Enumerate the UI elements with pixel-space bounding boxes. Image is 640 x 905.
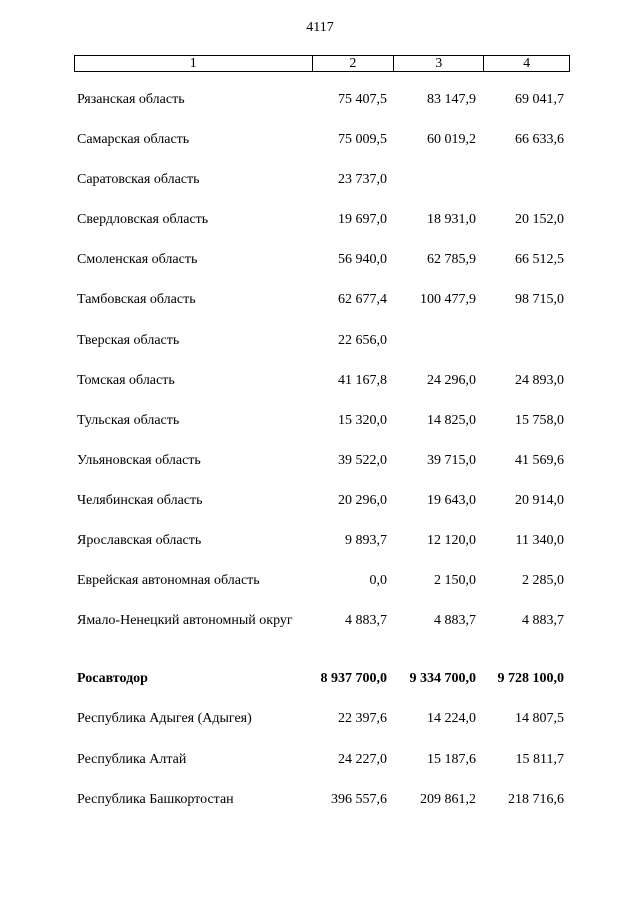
row-name: Томская область [77, 373, 175, 388]
row-value-col2: 24 227,0 [338, 752, 387, 767]
row-value-col4: 41 569,6 [515, 453, 564, 468]
row-value-col3: 4 883,7 [434, 613, 476, 628]
row-name: Ямало-Ненецкий автономный округ [77, 613, 293, 628]
row-name: Республика Башкортостан [77, 792, 234, 807]
row-value-col3: 12 120,0 [427, 533, 476, 548]
row-value-col3: 15 187,6 [427, 752, 476, 767]
row-name: Челябинская область [77, 493, 203, 508]
row-value-col3: 39 715,0 [427, 453, 476, 468]
row-value-col2: 39 522,0 [338, 453, 387, 468]
row-value-col4: 66 633,6 [515, 132, 564, 147]
row-value-col3: 209 861,2 [420, 792, 476, 807]
row-name: Свердловская область [77, 212, 209, 227]
row-value-col2: 9 893,7 [345, 533, 387, 548]
row-value-col3: 14 825,0 [427, 413, 476, 428]
row-value-col2: 4 883,7 [345, 613, 387, 628]
row-value-col4: 2 285,0 [522, 573, 564, 588]
row-value-col3: 24 296,0 [427, 373, 476, 388]
row-name: Саратовская область [77, 172, 200, 187]
row-value-col3: 19 643,0 [427, 493, 476, 508]
row-value-col2: 22 656,0 [338, 333, 387, 348]
column-header-1: 1 [75, 56, 313, 72]
row-value-col4: 14 807,5 [515, 711, 564, 726]
row-value-col2: 62 677,4 [338, 292, 387, 307]
row-value-col3: 60 019,2 [427, 132, 476, 147]
row-value-col3: 83 147,9 [427, 92, 476, 107]
row-value-col2: 396 557,6 [331, 792, 387, 807]
row-value-col2: 8 937 700,0 [320, 671, 387, 686]
row-value-col4: 20 152,0 [515, 212, 564, 227]
row-name: Рязанская область [77, 92, 185, 107]
row-value-col4: 69 041,7 [515, 92, 564, 107]
column-header-4: 4 [484, 56, 570, 72]
row-value-col4: 218 716,6 [508, 792, 564, 807]
row-value-col4: 98 715,0 [515, 292, 564, 307]
row-value-col4: 66 512,5 [515, 252, 564, 267]
row-name: Смоленская область [77, 252, 198, 267]
column-header-table [74, 55, 570, 72]
row-name: Самарская область [77, 132, 190, 147]
row-value-col2: 20 296,0 [338, 493, 387, 508]
row-value-col3: 62 785,9 [427, 252, 476, 267]
row-value-col3: 9 334 700,0 [409, 671, 476, 686]
row-value-col4: 11 340,0 [515, 533, 564, 548]
row-name: Тверская область [77, 333, 180, 348]
row-name: Республика Алтай [77, 752, 187, 767]
row-value-col4: 15 811,7 [515, 752, 564, 767]
row-name: Еврейская автономная область [77, 573, 260, 588]
row-value-col2: 56 940,0 [338, 252, 387, 267]
row-value-col4: 15 758,0 [515, 413, 564, 428]
column-header-3: 3 [394, 56, 484, 72]
row-name: Тамбовская область [77, 292, 196, 307]
row-value-col3: 2 150,0 [434, 573, 476, 588]
row-name: Ульяновская область [77, 453, 201, 468]
column-header-2: 2 [312, 56, 394, 72]
page-number: 4117 [306, 20, 334, 35]
row-value-col2: 0,0 [369, 573, 387, 588]
row-value-col2: 41 167,8 [338, 373, 387, 388]
row-value-col2: 75 407,5 [338, 92, 387, 107]
row-value-col2: 23 737,0 [338, 172, 387, 187]
row-value-col3: 14 224,0 [427, 711, 476, 726]
row-value-col2: 22 397,6 [338, 711, 387, 726]
row-value-col2: 19 697,0 [338, 212, 387, 227]
row-value-col3: 18 931,0 [427, 212, 476, 227]
row-value-col3: 100 477,9 [420, 292, 476, 307]
row-value-col4: 24 893,0 [515, 373, 564, 388]
row-value-col2: 15 320,0 [338, 413, 387, 428]
row-name: Ярославская область [77, 533, 202, 548]
row-value-col4: 4 883,7 [522, 613, 564, 628]
row-name: Республика Адыгея (Адыгея) [77, 711, 252, 726]
row-name: Росавтодор [77, 671, 148, 686]
row-name: Тульская область [77, 413, 180, 428]
row-value-col4: 9 728 100,0 [497, 671, 564, 686]
row-value-col2: 75 009,5 [338, 132, 387, 147]
row-value-col4: 20 914,0 [515, 493, 564, 508]
